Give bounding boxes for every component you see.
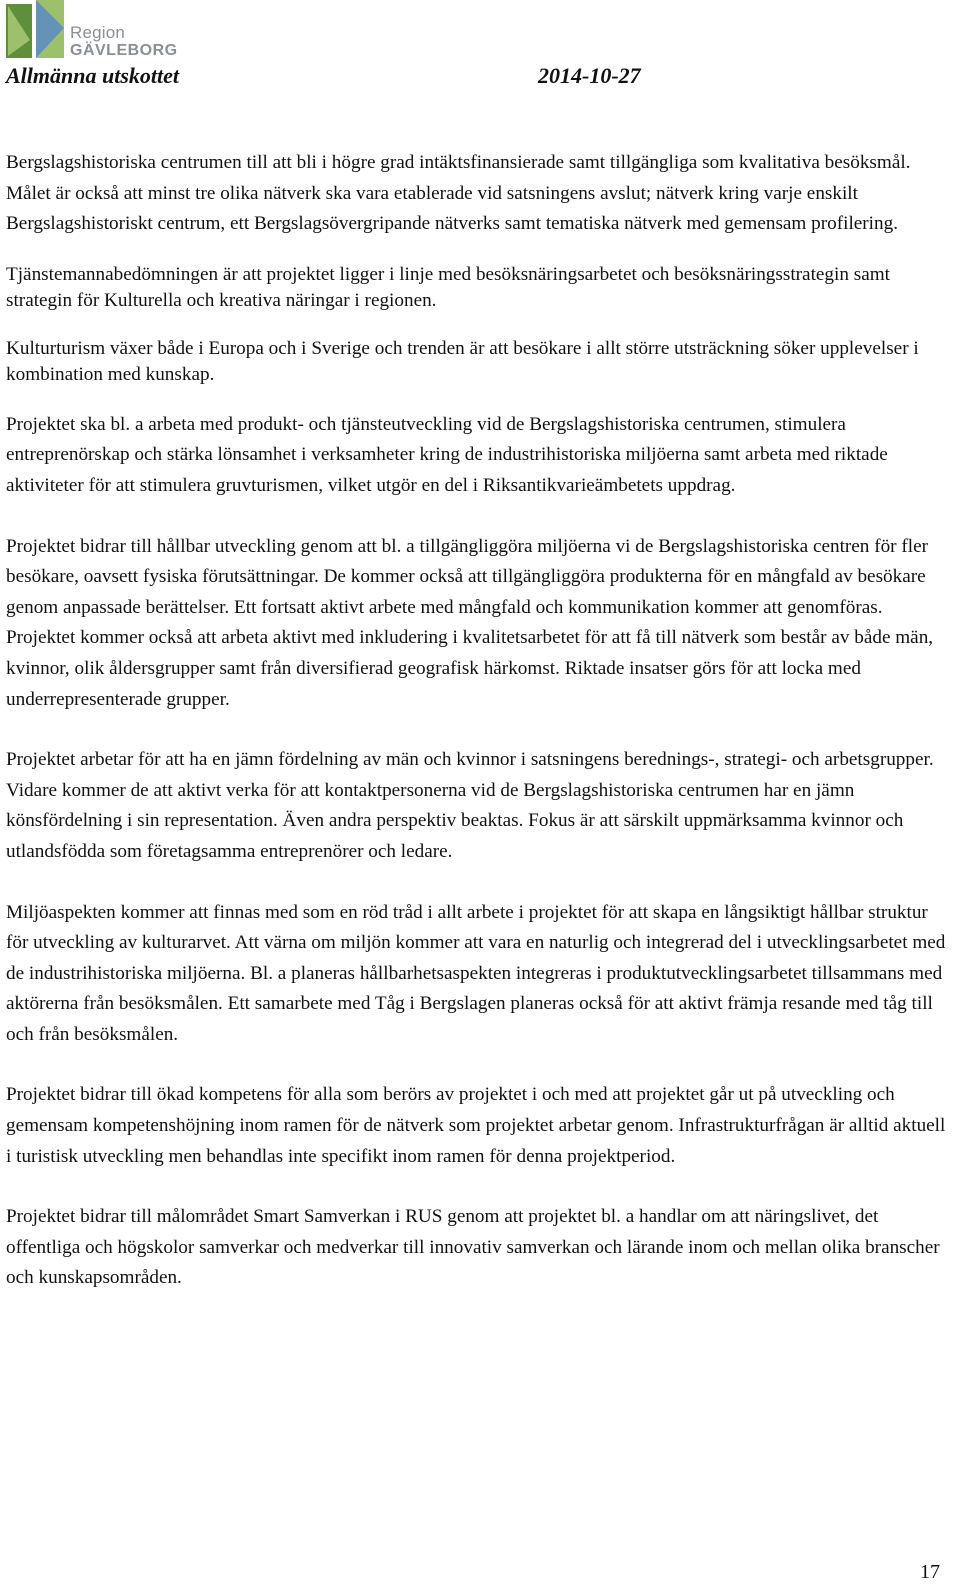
paragraph: Kulturturism växer både i Europa och i Sverige och trenden är att besökare i allt större utsträckning söker upplevelser i kombination med kunskap. (6, 337, 919, 385)
document-date: 2014-10-27 (538, 63, 641, 88)
logo-text-region: Region (70, 23, 126, 42)
paragraph: Projektet bidrar till målområdet Smart Samverkan i RUS genom att projektet bl. a handlar om att näringslivet, det offentliga och högskolor samverkar och medverkar till innovativ samverkan och lärande inom och mellan olika branscher och kunskapsområden. (6, 1206, 940, 1289)
paragraph: Bergslagshistoriska centrumen till att bli i högre grad intäktsfinansierade samt tillgängliga som kvalitativa besöksmål. Målet är också att minst tre olika nätverk ska vara etablerade vid satsningens avslut; nätverk kring varje enskilt Bergslagshistoriskt centrum, ett Bergslagsövergripande nätverks samt tematiska nätverk med gemensam profilering. (6, 152, 911, 235)
region-logo-mark-icon (6, 0, 68, 60)
committee-title: Allmänna utskottet (6, 63, 179, 88)
page-number: 17 (920, 1561, 940, 1583)
paragraph: Projektet arbetar för att ha en jämn fördelning av män och kvinnor i satsningens berednings-, strategi- och arbetsgrupper. Vidare kommer de att aktivt verka för att kontaktpersonerna vid de Bergslagshistoriska centrumen har en jämn könsfördelning i sin representation. Även andra perspektiv beaktas. Fokus är att särskilt uppmärksamma kvinnor och utlandsfödda som företagsamma entreprenörer och ledare. (6, 749, 934, 862)
paragraph: Miljöaspekten kommer att finnas med som en röd tråd i allt arbete i projektet för att skapa en långsiktigt hållbar struktur för utveckling av kulturarvet. Att värna om miljön kommer att vara en naturlig och integrerad del i utvecklingsarbetet med de industrihistoriska miljöerna. Bl. a planeras hållbarhetsaspekten integreras i produktutvecklingsarbetet tillsammans med aktörerna från besöksmålen. Ett samarbete med Tåg i Bergslagen planeras också för att aktivt främja resande med tåg till och från besöksmålen. (6, 901, 946, 1045)
logo-text-gavleborg: GÄVLEBORG (70, 42, 178, 59)
document-body (6, 148, 952, 1294)
page-header (0, 0, 960, 100)
region-gavleborg-logo (6, 0, 178, 62)
paragraph: Projektet bidrar till ökad kompetens för alla som berörs av projektet i och med att projektet går ut på utveckling och gemensam kompetenshöjning inom ramen för de nätverk som projektet arbetar genom. Infrastrukturfrågan är alltid aktuell i turistisk utveckling men behandlas inte specifikt inom ramen för denna projektperiod. (6, 1084, 946, 1167)
paragraph: Projektet ska bl. a arbeta med produkt- och tjänsteutveckling vid de Bergslagshistoriska centrumen, stimulera entreprenörskap och stärka lönsamhet i verksamheter kring de industrihistoriska miljöerna samt arbeta med riktade aktiviteter för att stimulera gruvturismen, vilket utgör en del i Riksantikvarieämbetets uppdrag. (6, 413, 888, 496)
paragraph: Tjänstemannabedömningen är att projektet ligger i linje med besöksnäringsarbetet och besöksnäringsstrategin samt strategin för Kulturella och kreativa näringar i regionen. (6, 263, 890, 311)
paragraph: Projektet bidrar till hållbar utveckling genom att bl. a tillgängliggöra miljöerna vi de Bergslagshistoriska centren för fler besökare, oavsett fysiska förutsättningar. De kommer också att tillgängliggöra produkterna för en mångfald av besökare genom anpassade berättelser. Ett fortsatt aktivt arbete med mångfald och kommunikation kommer att genomföras. Projektet kommer också att arbeta aktivt med inkludering i kvalitetsarbetet för att få till nätverk som består av både män, kvinnor, olik åldersgrupper samt från diversifierad geografisk härkomst. Riktade insatser görs för att locka med underrepresenterade grupper. (6, 535, 934, 710)
